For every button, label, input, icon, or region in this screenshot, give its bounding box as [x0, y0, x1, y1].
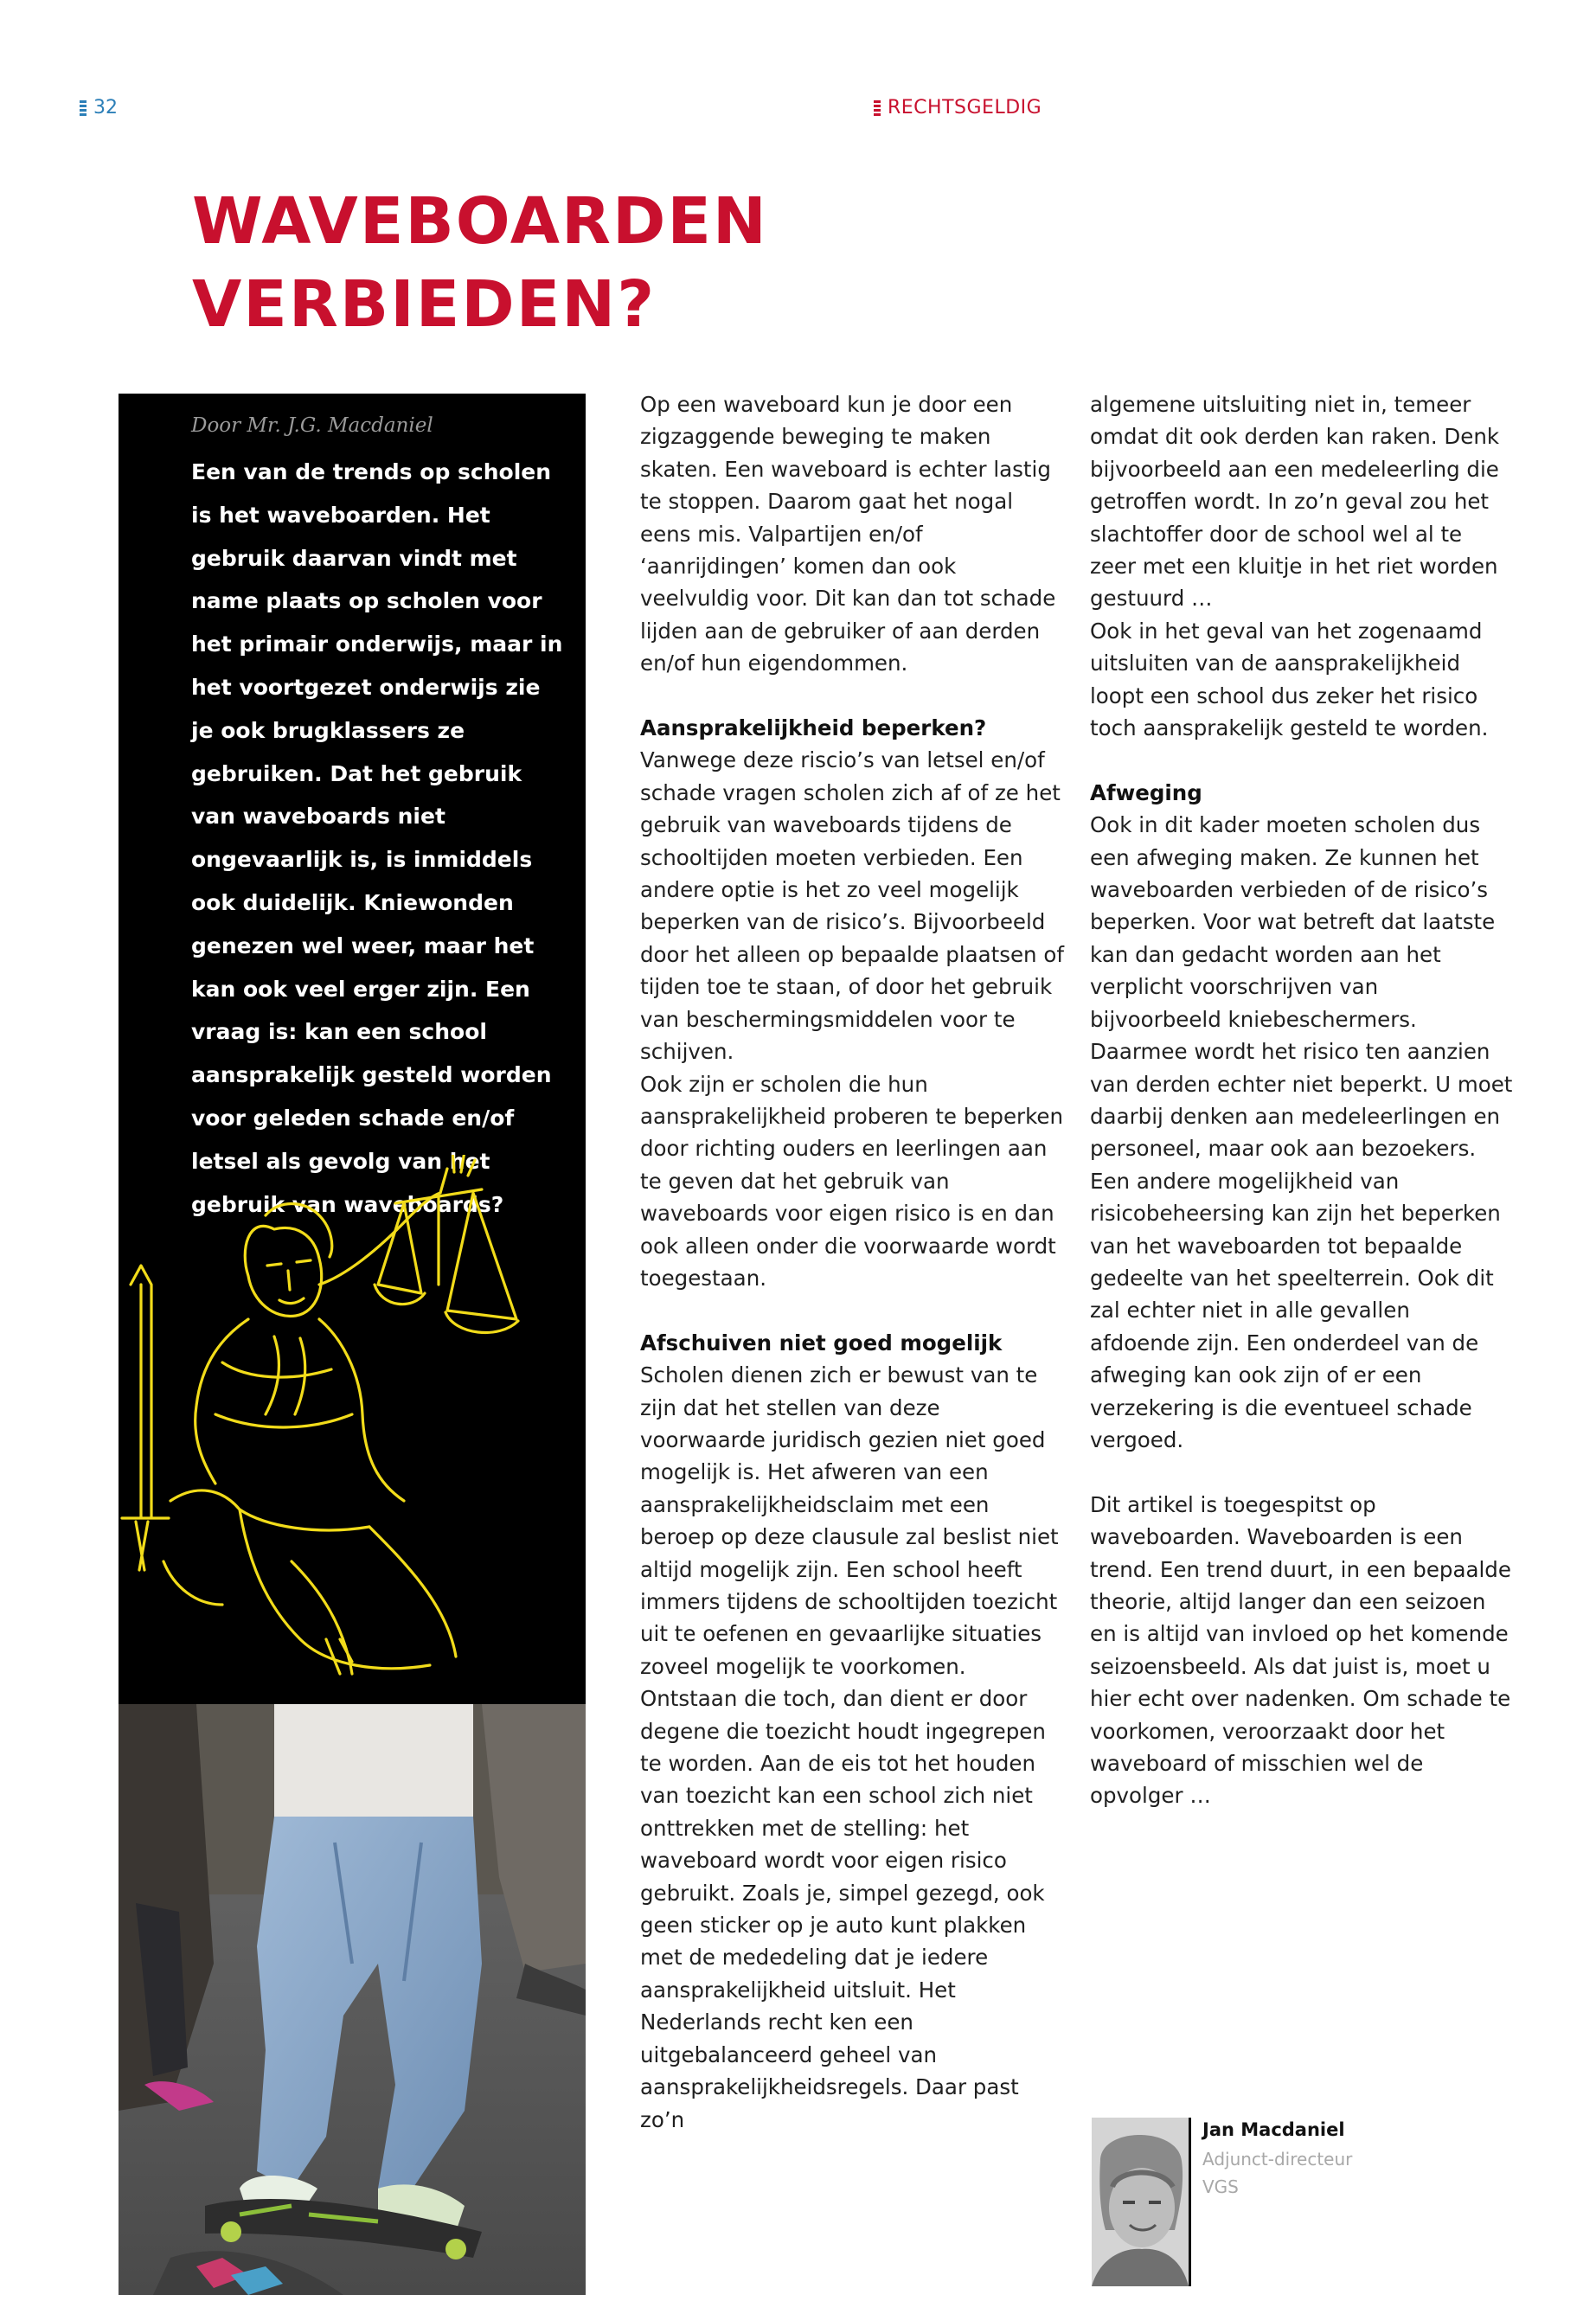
paragraph: algemene uitsluiting niet in, temeer omdat dit ook derden kan raken. Denk bijvoorbeeld aan een medeleerling die getroffen wordt. In zo’n geval zou het slachtoffer door de school wel al te zeer met een kluitje in het riet worden gestuurd … [1090, 392, 1500, 612]
subheading: Afschuiven niet goed mogelijk [640, 1330, 1003, 1356]
header-bars-icon [80, 100, 87, 116]
author-name: Jan Macdaniel [1202, 2119, 1345, 2140]
author-divider [1189, 2118, 1191, 2286]
paragraph: Ook zijn er scholen die hun aansprakelijkheid proberen te beperken door richting ouders en leerlingen aan te geven dat het gebruik van waveboards voor eigen risico is en dan ook alleen onder die voorwaarde wordt toegestaan. [640, 1071, 1064, 1291]
subheading: Afweging [1090, 779, 1202, 805]
paragraph: Ook in dit kader moeten scholen dus een afweging maken. Ze kunnen het waveboarden verbieden of de risico’s beperken. Voor wat betreft dat laatste kan dan gedacht worden aan het verplicht voorschrijven van bijvoorbeeld kniebeschermers. Daarmee wordt het risico ten aanzien van derden echter niet beperkt. U moet daarbij denken aan medeleerlingen en personeel, maar ook aan bezoekers. [1090, 812, 1513, 1162]
page-number-header [80, 97, 118, 119]
subheading: Aansprakelijkheid beperken? [640, 715, 987, 741]
article-title-line-2: VERBIEDEN? [192, 267, 657, 342]
author-photo [1092, 2118, 1189, 2286]
section-header [874, 97, 1042, 119]
paragraph: Scholen dienen zich er bewust van te zijn dat het stellen van deze voorwaarde juridisch gezien niet goed mogelijk is. Het afweren van een aansprakelijkheidsclaim met een beroep op deze clausule zal beslist niet altijd mogelijk zijn. Een school heeft immers tijdens de schooltijden toezicht uit te oefenen en gevaarlijke situaties zoveel mogelijk te voorkomen. Ontstaan die toch, dan dient er door degene die toezicht houdt ingegrepen te worden. Aan de eis tot het houden van toezicht kan een school zich niet onttrekken met de stelling: het waveboard wordt voor eigen risico gebruikt. Zoals je, simpel gezegd, ook geen sticker op je auto kunt plakken met de mededeling dat je iedere aansprakelijkheid uitsluit. Het Nederlands recht ken een uitgebalanceerd geheel van aansprakelijkheidsregels. Daar past zo’n [640, 1362, 1059, 2132]
header-bars-icon [874, 100, 881, 116]
article-title-line-1: WAVEBOARDEN [192, 184, 768, 259]
intro-sidebar [119, 394, 586, 2295]
paragraph: Een andere mogelijkheid van risicobeheersing kan zijn het beperken van het waveboarden tot bepaalde gedeelte van het speelterrein. Ook dit zal echter niet in alle gevallen afdoende zijn. Een onderdeel van de afweging kan ook zijn of er een verzekering is die eventueel schade vergoed. [1090, 1168, 1501, 1452]
author-organization: VGS [1202, 2176, 1239, 2197]
article-column-3 [1090, 388, 1514, 1812]
section-label: RECHTSGELDIG [888, 97, 1042, 119]
paragraph: Dit artikel is toegespitst op waveboarden. Waveboarden is een trend. Een trend duurt, in een bepaalde theorie, altijd langer dan een seizoen en is altijd van invloed op het komende seizoensbeeld. Als dat juist is, moet u hier echt over nadenken. Om schade te voorkomen, veroorzaakt door het waveboard of misschien wel de opvolger … [1090, 1491, 1511, 1809]
page-number: 32 [93, 97, 118, 119]
article-column-2 [640, 388, 1064, 2136]
paragraph: Vanwege deze riscio’s van letsel en/of schade vragen scholen zich af of ze het gebruik van waveboards tijdens de schooltijden moeten verbieden. Een andere optie is het zo veel mogelijk beperken van de risico’s. Bijvoorbeeld door het alleen op bepaalde plaatsen of tijden toe te staan, of door het gebruik van beschermingsmiddelen voor te schijven. [640, 747, 1064, 1065]
author-role: Adjunct-directeur [1202, 2149, 1353, 2170]
paragraph: Op een waveboard kun je door een zigzaggende beweging te maken skaten. Een waveboard is echter lastig te stoppen. Daarom gaat het nogal eens mis. Valpartijen en/of ‘aanrijdingen’ komen dan ook veelvuldig voor. Dit kan dan tot schade lijden aan de gebruiker of aan derden en/of hun eigendommen. [640, 392, 1056, 676]
paragraph: Ook in het geval van het zogenaamd uitsluiten van de aansprakelijkheid loopt een school dus zeker het risico toch aansprakelijk gesteld te worden. [1090, 618, 1489, 741]
article-title [192, 180, 971, 346]
intro-text: Een van de trends op scholen is het waveboarden. Het gebruik daarvan vindt met name plaats op scholen voor het primair onderwijs, maar in het voortgezet onderwijs zie je ook brugklassers ze gebruiken. Dat het gebruik van waveboards niet ongevaarlijk is, is inmiddels ook duidelijk. Kniewonden genezen wel weer, maar het kan ook veel erger zijn. Een vraag is: kan een school aansprakelijk gesteld worden voor geleden schade en/of letsel als gevolg van het gebruik van waveboards? [191, 459, 563, 1217]
waveboarder-photo [119, 1704, 586, 2295]
lady-justice-illustration [119, 1155, 586, 1691]
author-box [1092, 2118, 1576, 2291]
byline: Door Mr. J.G. Macdaniel [191, 414, 433, 437]
